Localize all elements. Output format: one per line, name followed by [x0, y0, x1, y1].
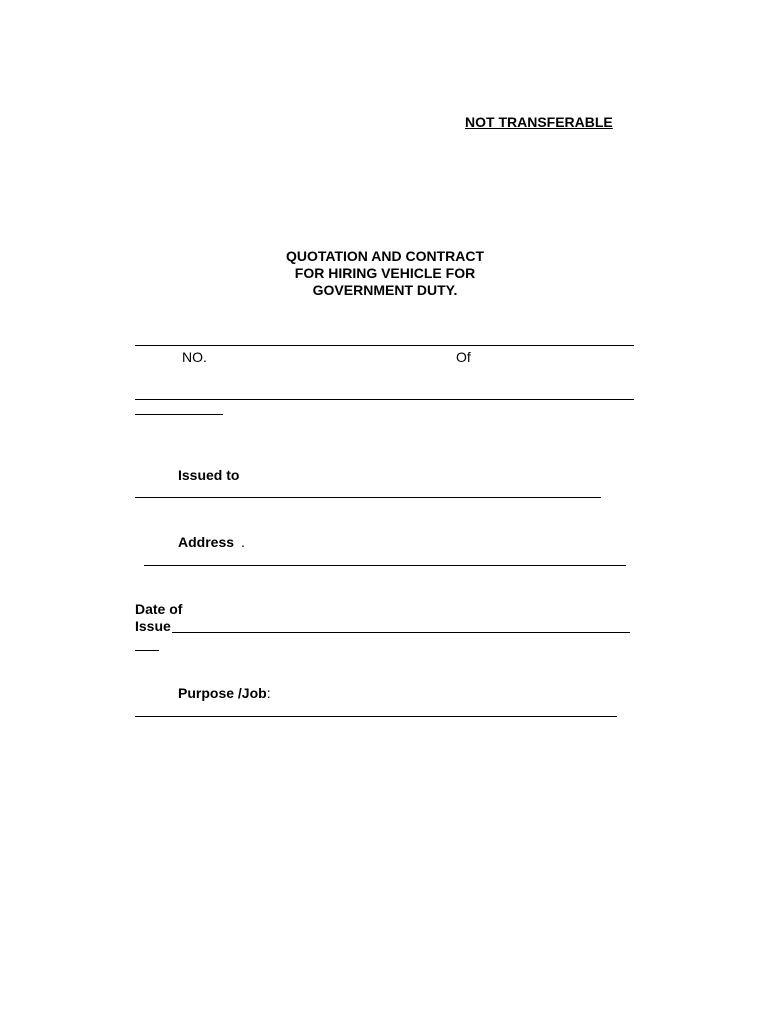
document-title	[250, 248, 520, 299]
date-of-issue-blank-line[interactable]	[172, 632, 630, 633]
date-of-label: Date of	[135, 601, 183, 617]
description-blank-line[interactable]	[135, 399, 634, 400]
purpose-colon: :	[266, 685, 271, 701]
issue-label: Issue	[135, 618, 171, 634]
title-line-1: QUOTATION AND CONTRACT	[285, 248, 485, 264]
address-blank-line[interactable]	[144, 565, 626, 566]
address-label: Address	[178, 534, 235, 550]
not-transferable-note: NOT TRANSFERABLE	[465, 114, 613, 130]
title-line-2: FOR HIRING VEHICLE FOR	[294, 265, 476, 281]
purpose-label: Purpose /Job	[178, 685, 267, 701]
purpose-label-group	[178, 685, 271, 701]
title-line-3: GOVERNMENT DUTY.	[312, 282, 458, 298]
date-of-issue-blank-line-continued[interactable]	[135, 650, 159, 651]
issued-to-label: Issued to	[178, 467, 240, 483]
no-label: NO.	[182, 349, 207, 365]
issued-to-blank-line[interactable]	[135, 497, 601, 498]
purpose-blank-line[interactable]	[135, 716, 617, 717]
description-blank-line-continued[interactable]	[135, 414, 223, 415]
no-of-blank-line[interactable]	[135, 345, 634, 346]
of-label: Of	[456, 349, 471, 365]
address-dot: .	[241, 534, 245, 550]
